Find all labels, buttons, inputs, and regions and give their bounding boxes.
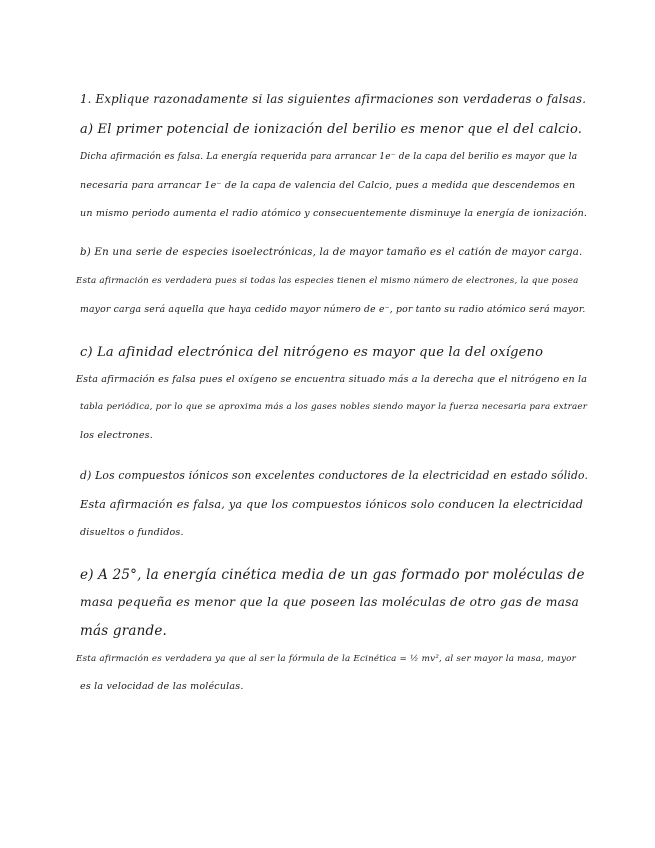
question-b: b) En una serie de especies isoelectrónicas, la de mayor tamaño es el catión de mayor carga.: [80, 246, 583, 258]
answer-d-line-2: disueltos o fundidos.: [80, 527, 184, 538]
question-c: c) La afinidad electrónica del nitrógeno es mayor que la del oxígeno: [80, 345, 544, 360]
answer-a-line-1: Dicha afirmación es falsa. La energía requerida para arrancar 1e⁻ de la capa del berilio es mayor que la: [80, 152, 578, 162]
answer-d-line-1: Esta afirmación es falsa, ya que los compuestos iónicos solo conducen la electricidad: [80, 498, 584, 511]
answer-c-line-1: Esta afirmación es falsa pues el oxígeno se encuentra situado más a la derecha que el nitrógeno en la: [76, 374, 588, 385]
answer-b-line-1: Esta afirmación es verdadera pues si todas las especies tienen el mismo número de electrones, la que posea: [76, 276, 579, 286]
answer-a-line-3: un mismo periodo aumenta el radio atómico y consecuentemente disminuye la energía de ionización.: [80, 208, 588, 219]
answer-c-line-2: tabla periódica, por lo que se aproxima más a los gases nobles siendo mayor la fuerza necesaria para extraer: [80, 402, 588, 412]
question-d: d) Los compuestos iónicos son excelentes conductores de la electricidad en estado sólido.: [80, 469, 589, 482]
answer-c-line-3: los electrones.: [80, 430, 153, 441]
page-title: 1. Explique razonadamente si las siguientes afirmaciones son verdaderas o falsas.: [80, 92, 587, 106]
question-e-line-3: más grande.: [80, 623, 168, 639]
answer-e-line-1: Esta afirmación es verdadera ya que al ser la fórmula de la Ecinética = ½ mv², al ser mayor la masa, mayor: [76, 654, 577, 664]
question-e-line-2: masa pequeña es menor que la que poseen las moléculas de otro gas de masa: [80, 595, 580, 609]
question-a: a) El primer potencial de ionización del berilio es menor que el del calcio.: [80, 122, 583, 137]
answer-a-line-2: necesaria para arrancar 1e⁻ de la capa de valencia del Calcio, pues a medida que descendemos en: [80, 180, 576, 191]
question-e-line-1: e) A 25°, la energía cinética media de un gas formado por moléculas de: [80, 567, 585, 583]
answer-b-line-2: mayor carga será aquella que haya cedido mayor número de e⁻, por tanto su radio atómico será mayor.: [80, 304, 586, 315]
answer-e-line-2: es la velocidad de las moléculas.: [80, 681, 244, 692]
